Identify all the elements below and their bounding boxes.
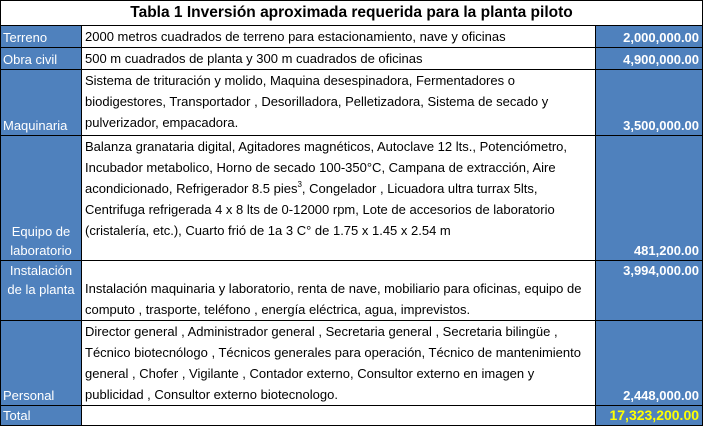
row-label-maquinaria: Maquinaria [1,70,82,136]
table-row [1,261,703,321]
table-row [1,136,703,261]
row-amount-maquinaria: 3,500,000.00 [596,70,703,136]
table-row [1,26,703,48]
total-row [1,406,703,426]
title-row [1,1,703,26]
row-label-obra-civil: Obra civil [1,48,82,70]
row-amount-terreno: 2,000,000.00 [596,26,703,48]
row-amount-personal: 2,448,000.00 [596,321,703,406]
description-text-part-2: , Congelador , Licuadora ultra turrax 5lts, Centrifuga refrigerada 4 x 8 lts de 0-12000 rpm, Lote de accesorios de laboratorio (cristalería, etc.), Cuarto frió de 1a 3 C° de 1.75 x 1.45 x 2.54 m [85,181,555,238]
superscript-cubed: 3 [297,180,302,189]
table-row [1,48,703,70]
row-amount-obra-civil: 4,900,000.00 [596,48,703,70]
row-description-maquinaria: Sistema de trituración y molido, Maquina desespinadora, Fermentadores o biodigestores, Transportador , Desorilladora, Pelletizadora, Sistema de secado y pulverizador, empacadora. [82,70,596,136]
row-description-obra-civil: 500 m cuadrados de planta y 300 m cuadrados de oficinas [82,48,596,70]
row-label-terreno: Terreno [1,26,82,48]
table-row [1,70,703,136]
row-description-personal: Director general , Administrador general , Secretaria general , Secretaria bilingüe , Técnico biotecnólogo , Técnicos generales para operación, Técnico de mantenimiento general , Chofer , Vigilante , Contador externo, Consultor externo en imagen y publicidad , Consultor externo biotecnologo. [82,321,596,406]
row-description-instalacion: Instalación maquinaria y laboratorio, renta de nave, mobiliario para oficinas, equipo de computo , trasporte, teléfono , energía eléctrica, agua, imprevistos. [82,261,596,321]
row-description-equipo-laboratorio [82,136,596,261]
table-row [1,321,703,406]
row-description-terreno: 2000 metros cuadrados de terreno para estacionamiento, nave y oficinas [82,26,596,48]
total-amount: 17,323,200.00 [596,406,703,426]
row-amount-instalacion: 3,994,000.00 [596,261,703,321]
total-label: Total [1,406,82,426]
row-label-equipo-laboratorio: Equipo de laboratorio [1,136,82,261]
row-label-instalacion: Instalación de la planta [1,261,82,321]
description-text-part-1: Balanza granataria digital, Agitadores magnéticos, Autoclave 12 lts., Potenciómetro, Incubador metabolico, Horno de secado 100-350°C, Campana de extracción, Aire acondicionado, Refrigerador 8.5 pies [85,139,568,196]
row-label-personal: Personal [1,321,82,406]
row-amount-equipo-laboratorio: 481,200.00 [596,136,703,261]
total-description-empty [82,406,596,426]
table-title: Tabla 1 Inversión aproximada requerida para la planta piloto [1,1,703,26]
